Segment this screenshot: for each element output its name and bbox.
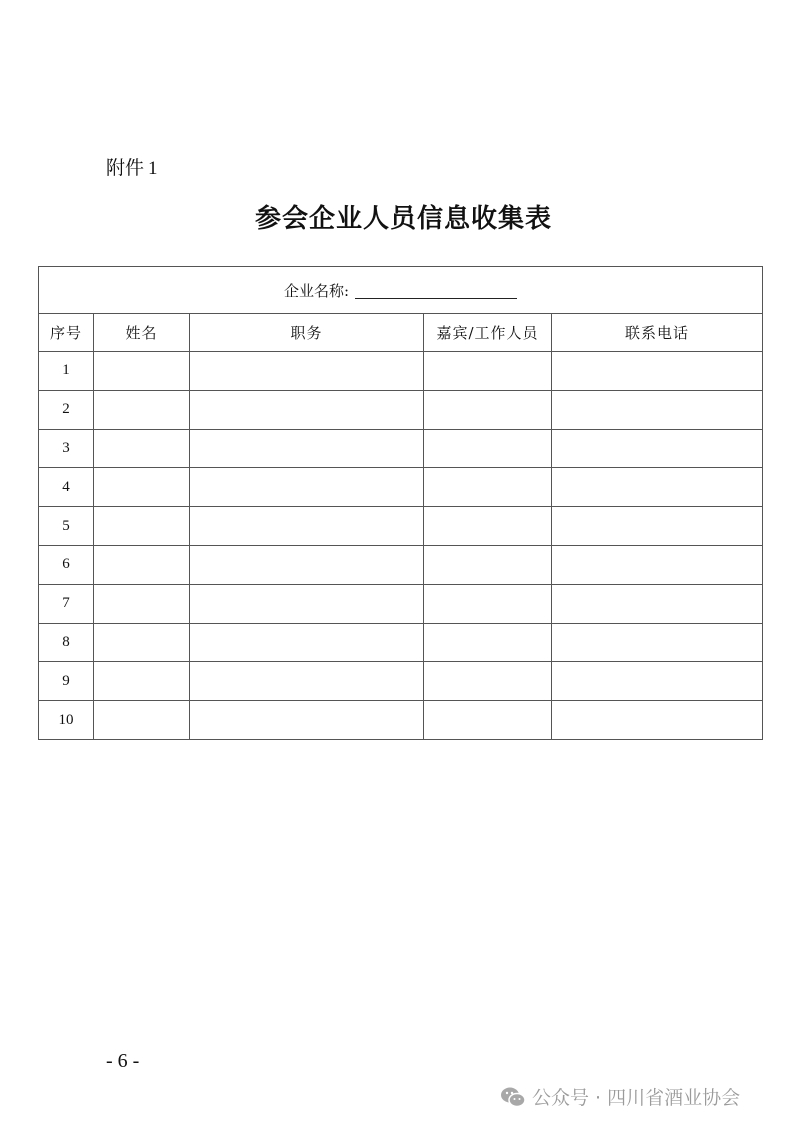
role-cell[interactable]: [424, 701, 552, 740]
header-no: 序号: [39, 314, 94, 352]
row-no: 10: [39, 701, 94, 740]
header-position: 职务: [190, 314, 424, 352]
attachment-number: 1: [148, 158, 158, 179]
attachment-text: 附件: [106, 157, 145, 179]
header-name: 姓名: [94, 314, 190, 352]
position-cell[interactable]: [190, 468, 424, 507]
phone-cell[interactable]: [552, 623, 763, 662]
role-cell[interactable]: [424, 584, 552, 623]
role-cell[interactable]: [424, 545, 552, 584]
phone-cell[interactable]: [552, 545, 763, 584]
row-no: 4: [39, 468, 94, 507]
phone-cell[interactable]: [552, 390, 763, 429]
table-row: [39, 429, 763, 468]
table-row: [39, 584, 763, 623]
row-no: 6: [39, 545, 94, 584]
role-cell[interactable]: [424, 390, 552, 429]
company-row: [39, 267, 763, 314]
phone-cell[interactable]: [552, 507, 763, 546]
position-cell[interactable]: [190, 701, 424, 740]
table-row: [39, 662, 763, 701]
table-row: [39, 545, 763, 584]
attachment-label: [106, 153, 158, 180]
watermark-text: 公众号 · 四川省酒业协会: [532, 1087, 741, 1109]
table-row: [39, 390, 763, 429]
page-number: - 6 -: [106, 1050, 140, 1072]
info-collection-table: [38, 266, 763, 740]
position-cell[interactable]: [190, 507, 424, 546]
header-role: 嘉宾/工作人员: [424, 314, 552, 352]
row-no: 5: [39, 507, 94, 546]
phone-cell[interactable]: [552, 468, 763, 507]
name-cell[interactable]: [94, 352, 190, 391]
phone-cell[interactable]: [552, 429, 763, 468]
position-cell[interactable]: [190, 429, 424, 468]
table-row: [39, 352, 763, 391]
name-cell[interactable]: [94, 623, 190, 662]
table-row: [39, 468, 763, 507]
company-name-field[interactable]: [355, 282, 517, 299]
name-cell[interactable]: [94, 701, 190, 740]
header-phone: 联系电话: [552, 314, 763, 352]
company-label: 企业名称:: [283, 281, 350, 300]
name-cell[interactable]: [94, 507, 190, 546]
role-cell[interactable]: [424, 352, 552, 391]
row-no: 8: [39, 623, 94, 662]
role-cell[interactable]: [424, 429, 552, 468]
header-row: [39, 314, 763, 352]
watermark: [500, 1083, 740, 1110]
name-cell[interactable]: [94, 390, 190, 429]
position-cell[interactable]: [190, 545, 424, 584]
row-no: 1: [39, 352, 94, 391]
table-row: [39, 701, 763, 740]
position-cell[interactable]: [190, 623, 424, 662]
position-cell[interactable]: [190, 662, 424, 701]
phone-cell[interactable]: [552, 662, 763, 701]
position-cell[interactable]: [190, 352, 424, 391]
row-no: 9: [39, 662, 94, 701]
table-row: [39, 507, 763, 546]
company-cell: [39, 267, 763, 314]
position-cell[interactable]: [190, 390, 424, 429]
phone-cell[interactable]: [552, 701, 763, 740]
role-cell[interactable]: [424, 662, 552, 701]
wechat-icon: [500, 1086, 526, 1108]
name-cell[interactable]: [94, 429, 190, 468]
name-cell[interactable]: [94, 662, 190, 701]
role-cell[interactable]: [424, 507, 552, 546]
phone-cell[interactable]: [552, 584, 763, 623]
row-no: 3: [39, 429, 94, 468]
position-cell[interactable]: [190, 584, 424, 623]
row-no: 2: [39, 390, 94, 429]
page-title: 参会企业人员信息收集表: [254, 204, 552, 234]
table-row: [39, 623, 763, 662]
name-cell[interactable]: [94, 468, 190, 507]
role-cell[interactable]: [424, 623, 552, 662]
name-cell[interactable]: [94, 584, 190, 623]
row-no: 7: [39, 584, 94, 623]
role-cell[interactable]: [424, 468, 552, 507]
phone-cell[interactable]: [552, 352, 763, 391]
name-cell[interactable]: [94, 545, 190, 584]
